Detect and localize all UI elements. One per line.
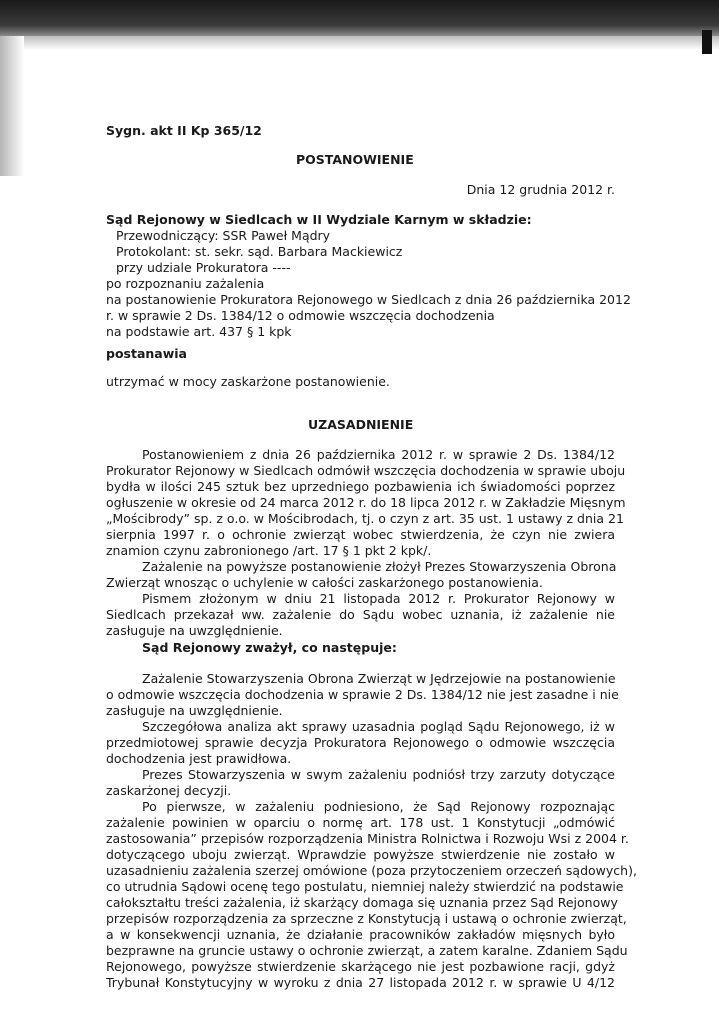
paragraph-line: „Mościbrody” sp. z o.o. w Mościbrodach, tj. o czyn z art. 35 ust. 1 ustawy z dnia 21	[106, 511, 624, 526]
paragraph-line: zaskarżonej decyzji.	[106, 783, 232, 798]
paragraph-line: Zażalenie na powyższe postanowienie złożył Prezes Stowarzyszenia Obrona	[142, 559, 617, 574]
paragraph-line: zasługuje na uwzględnienie.	[106, 703, 283, 718]
paragraph-line: Postanowieniem z dnia 26 października 2012 r. w sprawie 2 Ds. 1384/12	[142, 447, 615, 462]
court-composition: Sąd Rejonowy w Siedlcach w II Wydziale Karnym w składzie:	[106, 212, 532, 227]
scan-top-shadow	[0, 36, 719, 50]
paragraph-line: a w konsekwencji uznania, że działanie pracowników zakładów mięsnych było	[106, 927, 615, 942]
justification-heading: UZASADNIENIE	[308, 417, 414, 432]
case-signature: Sygn. akt II Kp 365/12	[106, 123, 262, 138]
paragraph-line: Zwierząt wnosząc o uchylenie w całości zaskarżonego postanowienia.	[106, 575, 543, 590]
paragraph-line: Prezes Stowarzyszenia w swym zażaleniu podniósł trzy zarzuty dotyczące	[142, 767, 615, 782]
paragraph-line: znamion czynu zabronionego /art. 17 § 1 pkt 2 kpk/.	[106, 543, 432, 558]
paragraph-line: zasługuje na uwzględnienie.	[106, 623, 283, 638]
paragraph-line: przedmiotowej sprawie decyzja Prokuratora Rejonowego o odmowie wszczęcia	[106, 735, 615, 750]
paragraph-line: co utrudnia Sądowi ocenę tego postulatu, niemniej należy stwierdzić na podstawie	[106, 879, 624, 894]
paragraph-line: Rejonowego, powyższe stwierdzenie skarżącego nie jest pozbawione racji, gdyż	[106, 959, 615, 974]
document-title: POSTANOWIENIE	[296, 152, 414, 167]
paragraph-line: zażalenie powinien w oparciu o normę art. 178 ust. 1 Konstytucji „odmówić	[106, 815, 615, 830]
court-considerations-heading: Sąd Rejonowy zważył, co następuje:	[142, 640, 397, 655]
decision-heading: postanawia	[106, 346, 187, 361]
paragraph-line: Trybunał Konstytucyjny w wyroku z dnia 27 listopada 2012 r. w sprawie U 4/12	[106, 975, 615, 990]
intro-line: r. w sprawie 2 Ds. 1384/12 o odmowie wszczęcia dochodzenia	[106, 308, 495, 323]
paragraph-line: całokształtu treści zażalenia, iż skarżący domaga się uznania przez Sąd Rejonowy	[106, 895, 618, 910]
paragraph-line: dotyczącego uboju zwierząt. Wprawdzie powyższe stwierdzenie nie zostało w	[106, 847, 615, 862]
court-clerk: Protokolant: st. sekr. sąd. Barbara Mackiewicz	[116, 244, 403, 259]
paragraph-line: bezprawne na gruncie ustawy o ochronie zwierząt, a zatem karalne. Zdaniem Sądu	[106, 943, 628, 958]
chair-judge: Przewodniczący: SSR Paweł Mądry	[116, 228, 331, 243]
intro-line: na podstawie art. 437 § 1 kpk	[106, 324, 292, 339]
paragraph-line: bydła w ilości 245 sztuk bez uprzedniego pozbawienia ich świadomości poprzez	[106, 479, 615, 494]
paragraph-line: ogłuszenie w okresie od 24 marca 2012 r. do 18 lipca 2012 r. w Zakładzie Mięsnym	[106, 495, 626, 510]
paragraph-line: sierpnia 1997 r. o ochronie zwierząt wobec stwierdzenia, że czyn nie zwiera	[106, 527, 615, 542]
scan-corner-mark	[702, 30, 712, 54]
scan-top-border	[0, 0, 719, 36]
paragraph-line: Zażalenie Stowarzyszenia Obrona Zwierząt w Jędrzejowie na postanowienie	[142, 671, 616, 686]
paragraph-line: przepisów rozporządzenia za sprzeczne z Konstytucją i ustawą o ochronie zwierząt,	[106, 911, 627, 926]
paragraph-line: zastosowania” przepisów rozporządzenia Ministra Rolnictwa i Rozwoju Wsi z 2004 r.	[106, 831, 629, 846]
paragraph-line: Szczegółowa analiza akt sprawy uzasadnia pogląd Sądu Rejonowego, iż w	[142, 719, 615, 734]
intro-line: po rozpoznaniu zażalenia	[106, 276, 265, 291]
paragraph-line: Siedlcach przekazał ww. zażalenie do Sądu wobec uznania, iż zażalenie nie	[106, 607, 615, 622]
paragraph-line: Prokurator Rejonowy w Siedlcach odmówił wszczęcia dochodzenia w sprawie uboju	[106, 463, 626, 478]
prosecutor-participation: przy udziale Prokuratora ----	[116, 260, 291, 275]
paragraph-line: dochodzenia jest prawidłowa.	[106, 751, 292, 766]
scan-left-shadow	[0, 36, 24, 176]
document-date: Dnia 12 grudnia 2012 r.	[466, 182, 615, 197]
intro-line: na postanowienie Prokuratora Rejonowego w Siedlcach z dnia 26 października 2012	[106, 292, 631, 307]
paragraph-line: Po pierwsze, w zażaleniu podniesiono, że Sąd Rejonowy rozpoznając	[142, 799, 615, 814]
paragraph-line: uzasadnieniu zażalenia szerzej omówione (poza przytoczeniem orzeczeń sądowych),	[106, 863, 637, 878]
decision-text: utrzymać w mocy zaskarżone postanowienie.	[106, 374, 390, 389]
paragraph-line: Pismem złożonym w dniu 21 listopada 2012 r. Prokurator Rejonowy w	[142, 591, 615, 606]
paragraph-line: o odmowie wszczęcia dochodzenia w sprawie 2 Ds. 1384/12 nie jest zasadne i nie	[106, 687, 619, 702]
